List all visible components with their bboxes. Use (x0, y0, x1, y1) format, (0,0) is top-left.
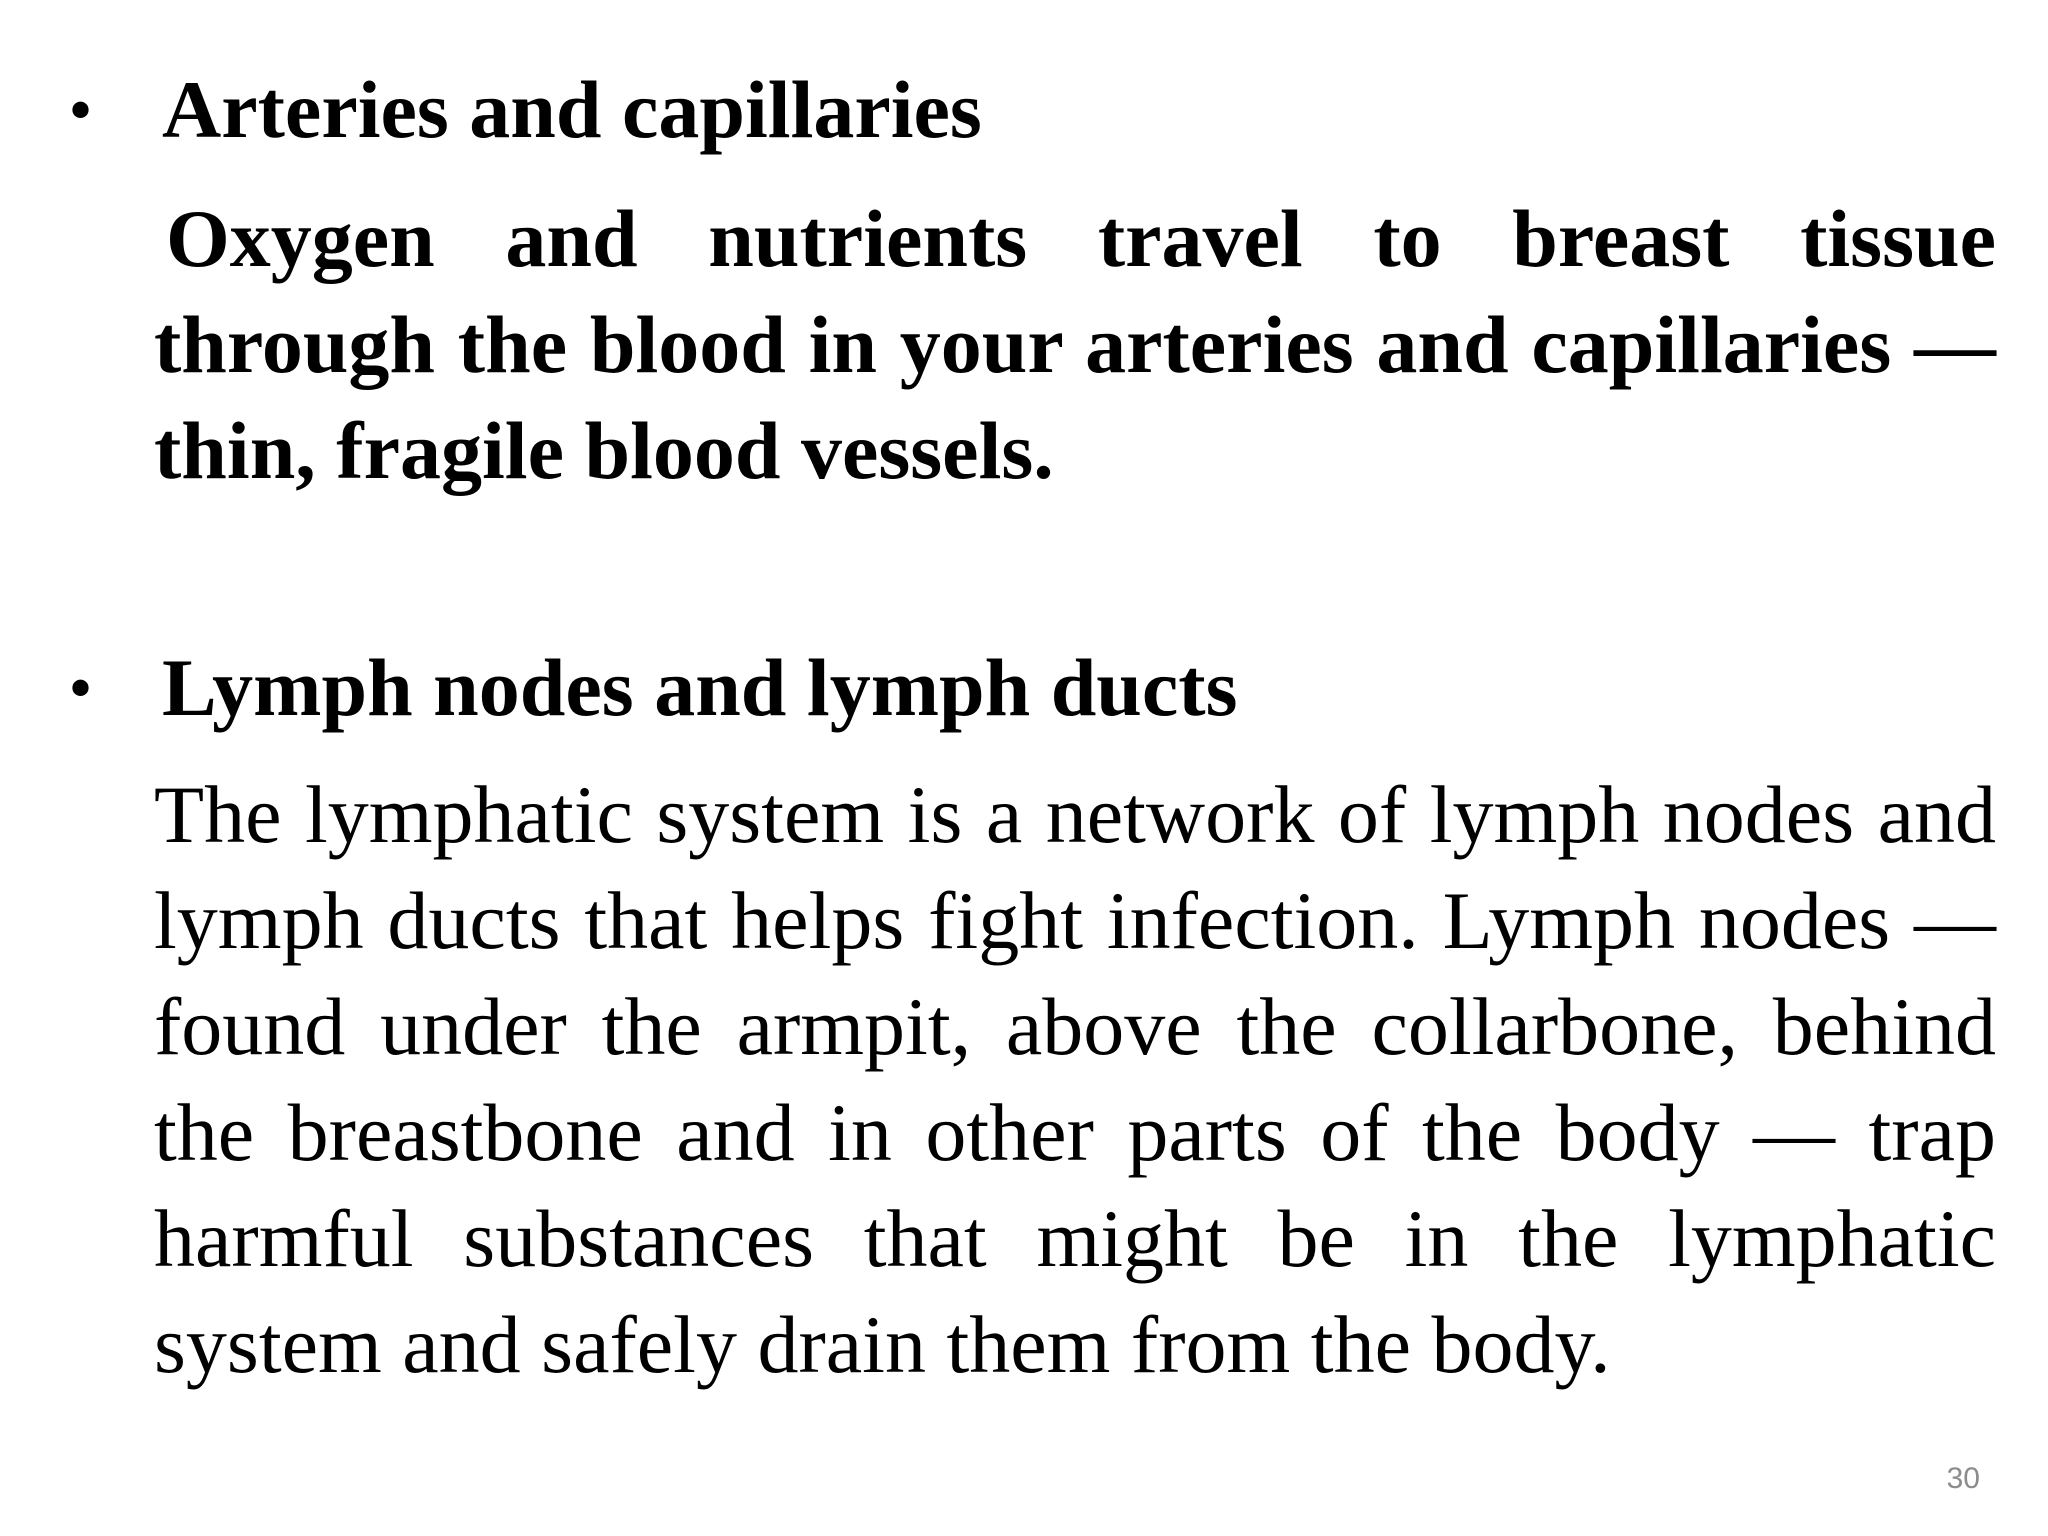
section-body-arteries: Oxygen and nutrients travel to breast tissue through the blood in your arteries and capillaries — thin, fragile blood vessels. (154, 193, 1996, 496)
section-heading-arteries: Arteries and capillaries (162, 64, 982, 155)
section-arteries-heading-row (70, 60, 982, 160)
section-lymph-heading-row (70, 638, 1238, 738)
bullet-marker: • (70, 655, 92, 721)
page-number: 30 (1946, 1462, 1980, 1495)
section-body-lymph: The lymphatic system is a network of lymph nodes and lymph ducts that helps fight infection. Lymph nodes — found under the armpit, above the collarbone, behind the breastbone and in other parts of the body — trap harmful substances that might be in the lymphatic system and safely drain them from the body. (154, 769, 1996, 1390)
bullet-marker: • (70, 77, 92, 143)
section-heading-lymph: Lymph nodes and lymph ducts (162, 642, 1238, 733)
